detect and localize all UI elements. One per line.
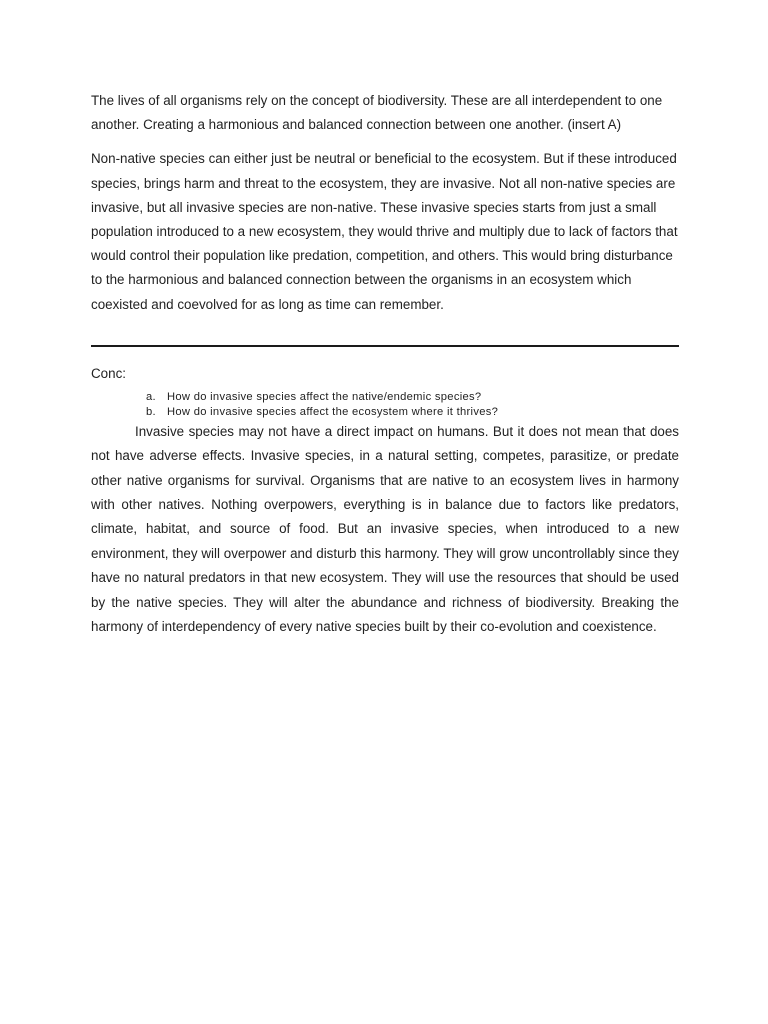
question-text: How do invasive species affect the ecosystem where it thrives? [167, 405, 499, 418]
invasive-definition-paragraph: Non-native species can either just be neutral or beneficial to the ecosystem. But if these introduced species, brings harm and threat to the ecosystem, they are invasive. Not all non-native species are invasive, but all invasive species are non-native. These invasive species starts from just a small population introduced to a new ecosystem, they would thrive and multiply due to lack of factors that would control their population like predation, competition, and others. This would bring disturbance to the harmonious and balanced connection between the organisms in an ecosystem which coexisted and coevolved for as long as time can remember. [91, 151, 678, 312]
intro-paragraph: The lives of all organisms rely on the concept of biodiversity. These are all interdependent to one another. Creating a harmonious and balanced connection between one another. (insert A) [91, 93, 663, 133]
section-divider [91, 345, 679, 347]
conclusion-label: Conc: [91, 365, 126, 381]
question-item [146, 405, 679, 420]
conclusion-paragraph: Invasive species may not have a direct impact on humans. But it does not mean that does not have adverse effects. Invasive species, in a natural setting, competes, parasitize, or predate other native organisms for survival. Organisms that are native to an ecosystem lives in harmony with other natives. Nothing overpowers, everything is in balance due to factors like predators, climate, habitat, and source of food. But an invasive species, when introduced to a new environment, they will overpower and disturb this harmony. They will grow uncontrollably since they have no natural predators in that new ecosystem. They will use the resources that should be used by the native species. They will alter the abundance and richness of biodiversity. Breaking the harmony of interdependency of every native species built by their co-evolution and coexistence. [91, 423, 679, 635]
question-list [91, 390, 679, 420]
document-page [91, 89, 679, 653]
question-marker: b. [146, 405, 156, 418]
question-item [146, 390, 679, 405]
question-marker: a. [146, 390, 156, 403]
question-text: How do invasive species affect the native/endemic species? [167, 390, 482, 403]
